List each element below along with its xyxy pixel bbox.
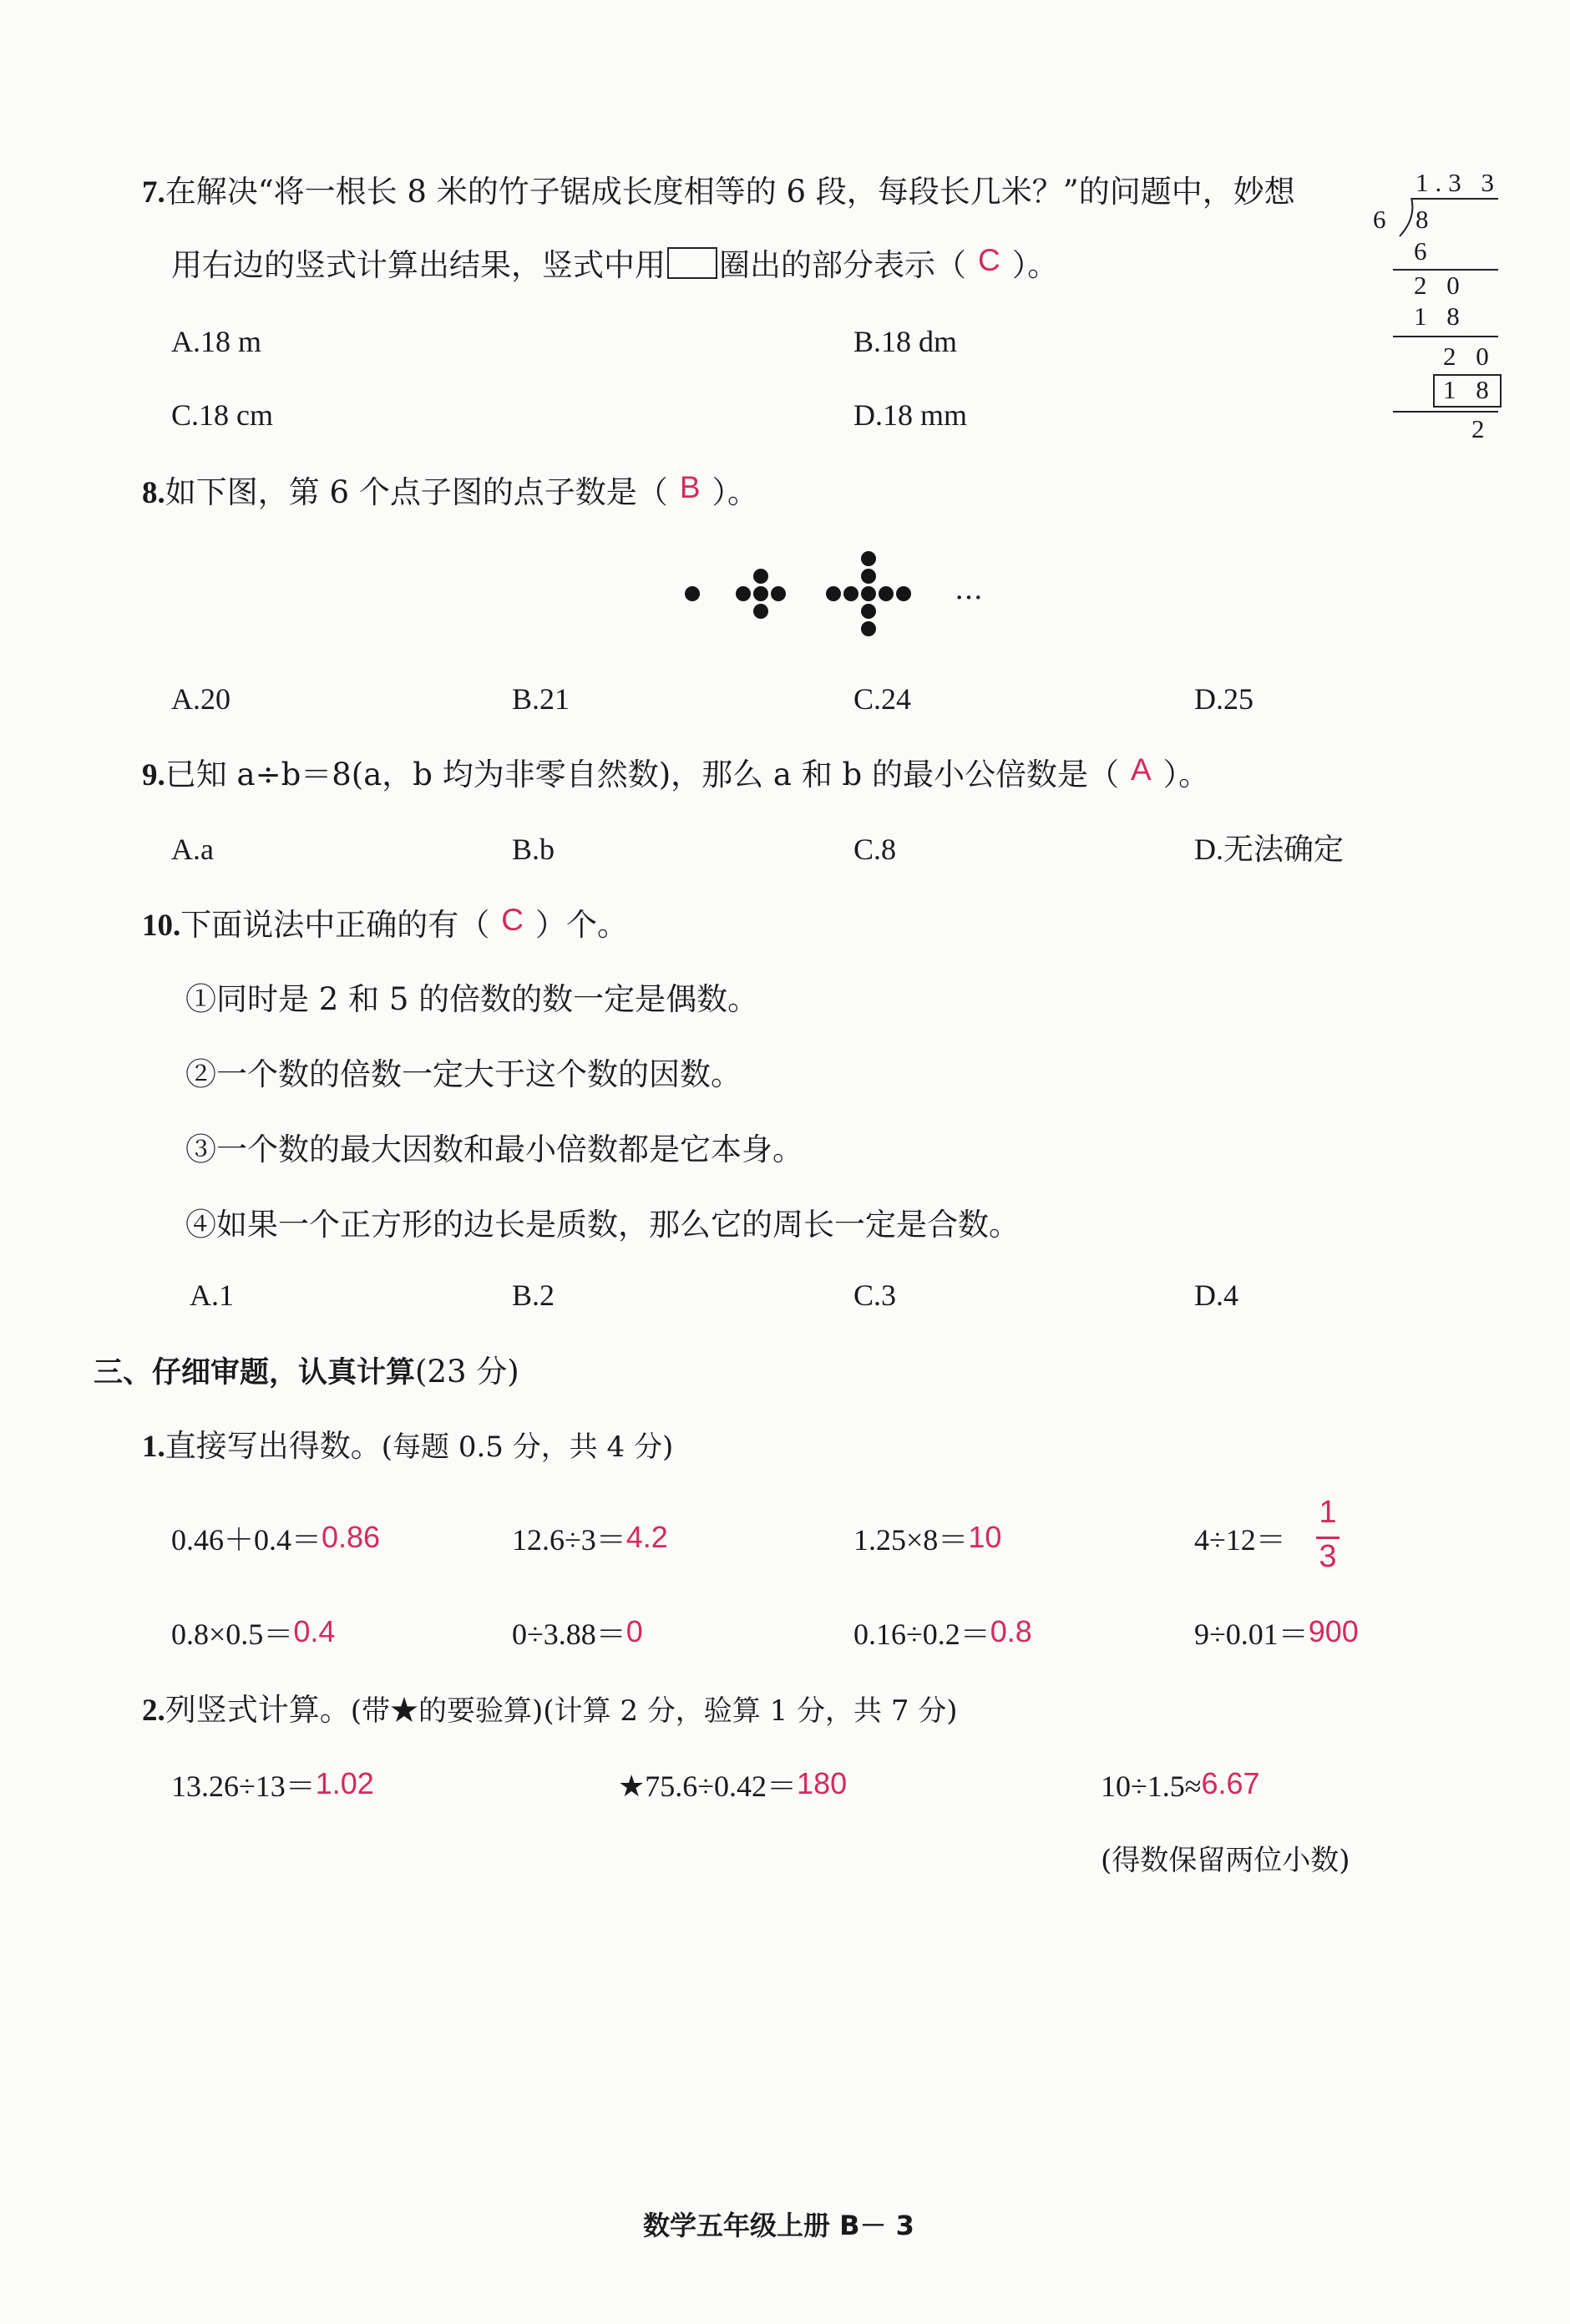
vertical-calc-3	[1101, 1766, 1260, 1806]
section-3-title: 三、仔细审题，认真计算	[94, 1356, 416, 1390]
q7-answer: C	[978, 243, 1000, 277]
q7-option-d: D.18 mm	[853, 398, 968, 432]
q8-line	[142, 472, 758, 514]
q7-text-part1: 用右边的竖式计算出结果，竖式中用	[171, 247, 666, 283]
q8-text: 如下图，第 6 个点子图的点子数是（	[165, 474, 668, 510]
dot	[753, 569, 768, 584]
q8-option-d: D.25	[1194, 682, 1253, 716]
s3q2-number: 2.	[142, 1694, 165, 1728]
q10-option-a: A.1	[190, 1278, 234, 1312]
dot	[861, 586, 876, 601]
calc-answer: 0.4	[293, 1614, 336, 1648]
q7-option-c: C.18 cm	[171, 398, 273, 432]
dot	[879, 586, 894, 601]
q7-option-b: B.18 dm	[853, 325, 958, 358]
section-3-points: (23 分)	[415, 1354, 519, 1390]
calc-expression: 13.26÷13＝	[171, 1770, 316, 1803]
s3q1-text: 直接写出得数。	[165, 1428, 382, 1464]
calc-expression: 0.46＋0.4＝	[171, 1523, 322, 1557]
s3q2-text: 列竖式计算。	[165, 1692, 351, 1728]
fraction-denominator: 3	[1319, 1539, 1337, 1574]
fraction-numerator: 1	[1319, 1495, 1337, 1530]
dot	[861, 621, 876, 636]
vertical-calc-1	[171, 1766, 374, 1806]
calc-item-2	[512, 1520, 668, 1560]
calc-expression: 0.16÷0.2＝	[853, 1618, 990, 1651]
ld-quotient: 1.3 3	[1416, 168, 1501, 197]
s3q2-line	[142, 1689, 958, 1732]
page-footer: 数学五年级上册 B－ 3	[643, 2210, 914, 2241]
calc-item-6	[512, 1614, 643, 1654]
dot	[685, 586, 700, 601]
rounding-hint: (得数保留两位小数)	[1101, 1844, 1350, 1877]
ld-bracket	[1398, 198, 1415, 238]
dot	[861, 569, 876, 584]
ld-dividend: 8	[1416, 205, 1436, 234]
calc-answer: 6.67	[1201, 1766, 1260, 1800]
dot	[843, 586, 858, 601]
calc-item-8	[1194, 1614, 1359, 1654]
calc-expression: 1.25×8＝	[853, 1523, 969, 1557]
calc-expression: 12.6÷3＝	[512, 1523, 626, 1557]
q9-option-d: D.无法确定	[1194, 833, 1344, 866]
q7-line2	[171, 245, 1058, 286]
dot	[753, 586, 768, 601]
calc-answer: 0.86	[322, 1520, 381, 1554]
q7-close: ）。	[1011, 247, 1059, 283]
dot	[826, 586, 841, 601]
q10-number: 10.	[142, 909, 181, 943]
s3q2-note: (带★的要验算)(计算 2 分，验算 1 分，共 7 分)	[350, 1694, 958, 1728]
calc-expression: 0÷3.88＝	[512, 1618, 626, 1651]
q10-statement-4: ④如果一个正方形的边长是质数，那么它的周长一定是合数。	[185, 1207, 1020, 1243]
dot	[736, 586, 751, 601]
q9-line	[142, 754, 1209, 797]
q10-line	[142, 904, 628, 947]
ld-step-3: 1 8	[1414, 301, 1466, 331]
q7-option-a: A.18 m	[171, 325, 261, 358]
q10-text: 下面说法中正确的有（	[180, 907, 490, 943]
calc-expression: 0.8×0.5＝	[171, 1618, 294, 1651]
calc-expression: 4÷12＝	[1194, 1523, 1286, 1557]
dot	[753, 604, 768, 619]
q8-option-b: B.21	[512, 682, 570, 716]
calc-expression: ★75.6÷0.42＝	[618, 1770, 798, 1803]
q7-text-part2: 圈出的部分表示（	[719, 247, 966, 283]
ld-line-3	[1393, 411, 1498, 413]
q10-statement-2: ②一个数的倍数一定大于这个数的因数。	[185, 1056, 742, 1092]
dot	[861, 604, 876, 619]
s3q1-number: 1.	[142, 1430, 165, 1464]
calc-item-3	[853, 1520, 1001, 1560]
calc-answer: 0	[625, 1614, 643, 1648]
q10-option-b: B.2	[512, 1278, 555, 1312]
q9-answer: A	[1130, 752, 1152, 787]
q8-close: ）。	[712, 474, 758, 510]
calc-answer: 1.02	[315, 1766, 374, 1800]
ld-step-5: 1 8	[1443, 375, 1496, 404]
vertical-calc-2	[618, 1766, 847, 1806]
calc-item-4	[1194, 1520, 1286, 1560]
q10-option-c: C.3	[853, 1278, 897, 1312]
q9-option-b: B.b	[512, 833, 555, 866]
dot	[771, 586, 786, 601]
q7-number: 7.	[142, 175, 165, 210]
q8-answer: B	[679, 470, 701, 504]
calc-answer: 4.2	[625, 1520, 668, 1554]
q9-option-a: A.a	[171, 833, 214, 866]
ld-step-4: 2 0	[1443, 342, 1496, 371]
q9-option-c: C.8	[853, 833, 897, 866]
q10-option-d: D.4	[1194, 1278, 1238, 1312]
ld-bar	[1411, 198, 1498, 200]
dot	[896, 586, 911, 601]
calc-expression: 10÷1.5≈	[1101, 1770, 1202, 1803]
s3q1-line	[142, 1425, 673, 1468]
s3q1-note: (每题 0.5 分，共 4 分)	[381, 1430, 674, 1464]
q9-close: ）。	[1162, 757, 1210, 792]
q9-text: 已知 a÷b＝8(a，b 均为非零自然数)，那么 a 和 b 的最小公倍数是（	[165, 757, 1119, 792]
box-symbol	[667, 247, 717, 279]
calc-answer: 10	[968, 1520, 1002, 1554]
q7-text: 在解决“将一根长 8 米的竹子锯成长度相等的 6 段，每段长几米？”的问题中，妙想	[165, 174, 1295, 210]
dot-pattern-ellipsis: …	[955, 573, 983, 606]
section-3-header	[94, 1351, 519, 1394]
calc-item-7	[853, 1614, 1032, 1654]
calc-answer: 180	[797, 1766, 848, 1800]
ld-divisor: 6	[1373, 205, 1393, 234]
q10-answer: C	[501, 903, 524, 937]
ld-step-1: 6	[1414, 236, 1434, 266]
dot	[861, 551, 876, 566]
calc-answer: 0.8	[990, 1614, 1032, 1648]
calc-answer: 900	[1308, 1614, 1359, 1648]
q8-option-a: A.20	[171, 682, 230, 716]
q9-number: 9.	[142, 758, 165, 792]
ld-step-2: 2 0	[1414, 271, 1466, 300]
calc-expression: 9÷0.01＝	[1194, 1618, 1309, 1651]
ld-line-2	[1393, 336, 1498, 337]
calc-item-1	[171, 1520, 380, 1560]
q10-statement-3: ③一个数的最大因数和最小倍数都是它本身。	[185, 1132, 803, 1167]
ld-remainder: 2	[1471, 414, 1492, 443]
calc-item-5	[171, 1614, 335, 1654]
q10-close: ）个。	[534, 907, 628, 943]
q10-statement-1: ①同时是 2 和 5 的倍数的数一定是偶数。	[185, 981, 759, 1017]
q7-line1	[142, 171, 1295, 214]
q8-number: 8.	[142, 476, 165, 510]
q8-option-c: C.24	[853, 682, 912, 716]
